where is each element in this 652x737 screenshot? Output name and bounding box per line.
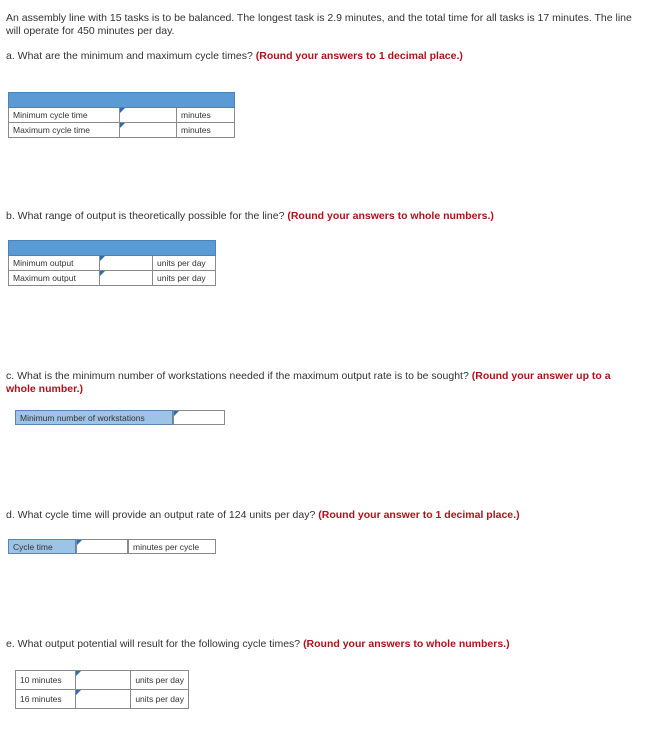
- unit-label: minutes: [177, 123, 235, 138]
- unit-label: units per day: [153, 271, 216, 286]
- question-e-text: e. What output potential will result for the following cycle times?: [6, 638, 301, 650]
- output-16-min-input[interactable]: [76, 690, 130, 708]
- unit-label: units per day: [153, 256, 216, 271]
- question-b: [6, 210, 636, 223]
- row-label: Minimum cycle time: [9, 108, 120, 123]
- row-label: 10 minutes: [16, 671, 76, 690]
- max-output-cell: [100, 271, 153, 286]
- question-b-text: b. What range of output is theoretically possible for the line?: [6, 210, 285, 222]
- table-row: [16, 690, 189, 709]
- question-a: [6, 50, 636, 63]
- workstations-cell: [173, 410, 225, 425]
- answer-table-b: [8, 240, 216, 286]
- question-d-hint: (Round your answer to 1 decimal place.): [318, 509, 520, 521]
- table-header-row: [9, 93, 235, 108]
- problem-statement: An assembly line with 15 tasks is to be balanced. The longest task is 2.9 minutes, and the total time for all tasks is 17 minutes. The line will operate for 450 minutes per day.: [6, 12, 632, 37]
- answer-table-a: [8, 92, 235, 138]
- unit-label: minutes: [177, 108, 235, 123]
- max-output-input[interactable]: [100, 271, 152, 285]
- cycle-time-answer-box: [8, 539, 216, 553]
- input-flag-icon: [120, 123, 125, 128]
- table-row: [9, 108, 235, 123]
- cycle-time-input[interactable]: [77, 540, 127, 553]
- row-label: Maximum output: [9, 271, 100, 286]
- table-row: [16, 671, 189, 690]
- table-row: [9, 256, 216, 271]
- workstations-answer-box: [15, 410, 225, 424]
- question-d-text: d. What cycle time will provide an output rate of 124 units per day?: [6, 509, 316, 521]
- question-c-hint: (Round your answer up to a whole number.): [6, 370, 611, 395]
- question-e: [6, 638, 636, 651]
- input-flag-icon: [100, 256, 105, 261]
- min-output-cell: [100, 256, 153, 271]
- output-10-min-input[interactable]: [76, 671, 130, 689]
- question-e-hint: (Round your answers to whole numbers.): [303, 638, 510, 650]
- cycle-time-cell: [76, 539, 128, 554]
- min-cycle-time-cell: [120, 108, 177, 123]
- question-d: [6, 509, 636, 522]
- input-flag-icon: [100, 271, 105, 276]
- cycle-time-label: Cycle time: [8, 539, 76, 554]
- input-flag-icon: [174, 411, 179, 416]
- question-a-hint: (Round your answers to 1 decimal place.): [255, 50, 463, 62]
- workstations-input[interactable]: [174, 411, 224, 424]
- answer-table-e: [15, 670, 189, 709]
- max-cycle-time-input[interactable]: [120, 123, 176, 137]
- input-flag-icon: [77, 540, 82, 545]
- question-c: [6, 370, 636, 396]
- output-10-cell: [76, 671, 131, 690]
- row-label: Maximum cycle time: [9, 123, 120, 138]
- output-16-cell: [76, 690, 131, 709]
- min-cycle-time-input[interactable]: [120, 108, 176, 122]
- input-flag-icon: [120, 108, 125, 113]
- input-flag-icon: [76, 671, 81, 676]
- question-b-hint: (Round your answers to whole numbers.): [287, 210, 494, 222]
- workstations-label: Minimum number of workstations: [15, 410, 173, 425]
- row-label: Minimum output: [9, 256, 100, 271]
- input-flag-icon: [76, 690, 81, 695]
- table-row: [9, 271, 216, 286]
- max-cycle-time-cell: [120, 123, 177, 138]
- question-a-text: a. What are the minimum and maximum cycle times?: [6, 50, 253, 62]
- question-c-text: c. What is the minimum number of workstations needed if the maximum output rate is to be sought?: [6, 370, 469, 382]
- min-output-input[interactable]: [100, 256, 152, 270]
- unit-label: units per day: [131, 690, 189, 709]
- unit-label: units per day: [131, 671, 189, 690]
- table-row: [9, 123, 235, 138]
- table-header-row: [9, 241, 216, 256]
- row-label: 16 minutes: [16, 690, 76, 709]
- cycle-time-unit: minutes per cycle: [128, 539, 216, 554]
